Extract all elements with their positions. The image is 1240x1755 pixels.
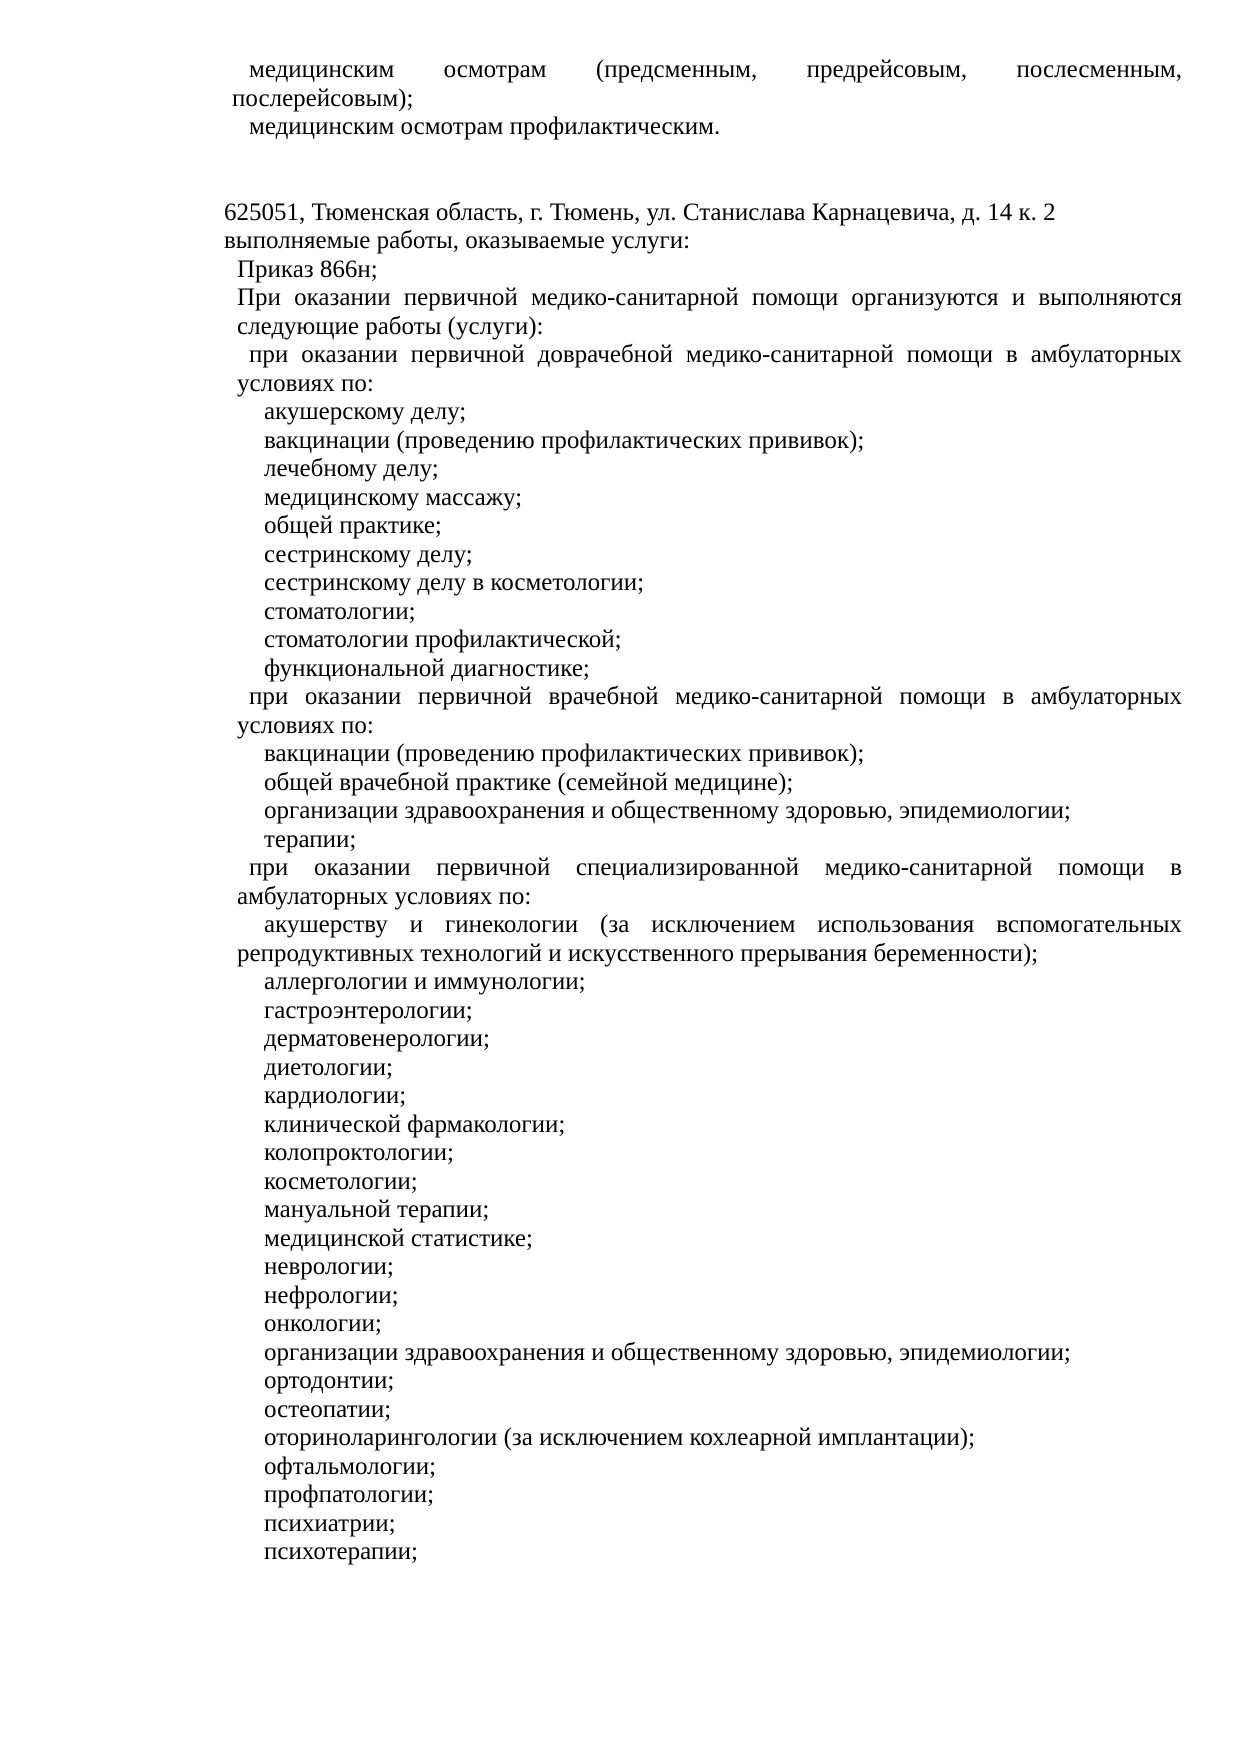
text-line: выполняемые работы, оказываемые услуги:: [224, 227, 691, 254]
text-line: акушерству и гинекологии (за исключением использования вспомогательных: [264, 911, 1182, 938]
text-line: оториноларингологии (за исключением кохлеарной имплантации);: [264, 1424, 976, 1451]
text-line: Приказ 866н;: [237, 255, 378, 283]
text-line: медицинским осмотрам профилактическим.: [249, 113, 721, 140]
text-line: общей практике;: [264, 512, 442, 539]
text-line: медицинским осмотрам (предсменным, предрейсовым, послесменным,: [249, 56, 1182, 83]
text-line: организации здравоохранения и общественному здоровью, эпидемиологии;: [264, 797, 1071, 824]
text-line: психиатрии;: [264, 1509, 396, 1537]
text-line: онкологии;: [264, 1310, 382, 1337]
document-text-block: [224, 56, 1182, 1567]
text-line: сестринскому делу в косметологии;: [264, 569, 645, 596]
text-line: нефрологии;: [264, 1281, 399, 1309]
text-line: общей врачебной практике (семейной медицине);: [264, 768, 794, 796]
text-line: стоматологии профилактической;: [264, 626, 622, 653]
text-line: при оказании первичной доврачебной медико-санитарной помощи в амбулаторных: [249, 341, 1182, 368]
text-line: терапии;: [264, 825, 357, 853]
text-line: при оказании первичной врачебной медико-санитарной помощи в амбулаторных: [249, 683, 1182, 710]
text-line: амбулаторных условиях по:: [237, 882, 532, 910]
text-line: диетологии;: [264, 1053, 393, 1081]
text-line: колопроктологии;: [264, 1139, 454, 1166]
text-line: следующие работы (услуги):: [237, 312, 544, 340]
text-line: условиях по:: [237, 711, 374, 739]
text-line: стоматологии;: [264, 597, 416, 625]
text-line: медицинскому массажу;: [264, 483, 523, 511]
text-line: аллергологии и иммунологии;: [264, 968, 586, 995]
text-line: 625051, Тюменская область, г. Тюмень, ул. Станислава Карнацевича, д. 14 к. 2: [224, 198, 1056, 226]
text-line: вакцинации (проведению профилактических прививок);: [264, 426, 865, 454]
text-line: вакцинации (проведению профилактических прививок);: [264, 740, 865, 767]
text-line: офтальмологии;: [264, 1452, 437, 1480]
text-line: при оказании первичной специализированной медико-санитарной помощи в: [249, 854, 1182, 881]
text-line: косметологии;: [264, 1167, 418, 1195]
text-line: остеопатии;: [264, 1395, 392, 1423]
text-line: организации здравоохранения и общественному здоровью, эпидемиологии;: [264, 1338, 1071, 1366]
text-line: репродуктивных технологий и искусственного прерывания беременности);: [237, 939, 1039, 967]
text-line: послерейсовым);: [232, 84, 414, 112]
text-line: При оказании первичной медико-санитарной помощи организуются и выполняются: [237, 284, 1182, 311]
text-line: функциональной диагностике;: [264, 654, 590, 682]
text-line: профпатологии;: [264, 1481, 435, 1508]
text-line: сестринскому делу;: [264, 540, 473, 568]
text-line: условиях по:: [237, 369, 374, 397]
text-line: неврологии;: [264, 1253, 394, 1280]
text-line: акушерскому делу;: [264, 398, 467, 425]
text-line: кардиологии;: [264, 1082, 407, 1109]
text-line: ортодонтии;: [264, 1367, 395, 1394]
text-line: клинической фармакологии;: [264, 1110, 566, 1138]
text-line: лечебному делу;: [264, 455, 439, 482]
text-line: медицинской статистике;: [264, 1224, 533, 1252]
text-line: дерматовенерологии;: [264, 1025, 490, 1052]
text-line: мануальной терапии;: [264, 1196, 490, 1223]
blank-line: [224, 142, 1182, 171]
text-line: психотерапии;: [264, 1538, 418, 1565]
blank-line: [224, 170, 1182, 199]
text-line: гастроэнтерологии;: [264, 996, 473, 1024]
